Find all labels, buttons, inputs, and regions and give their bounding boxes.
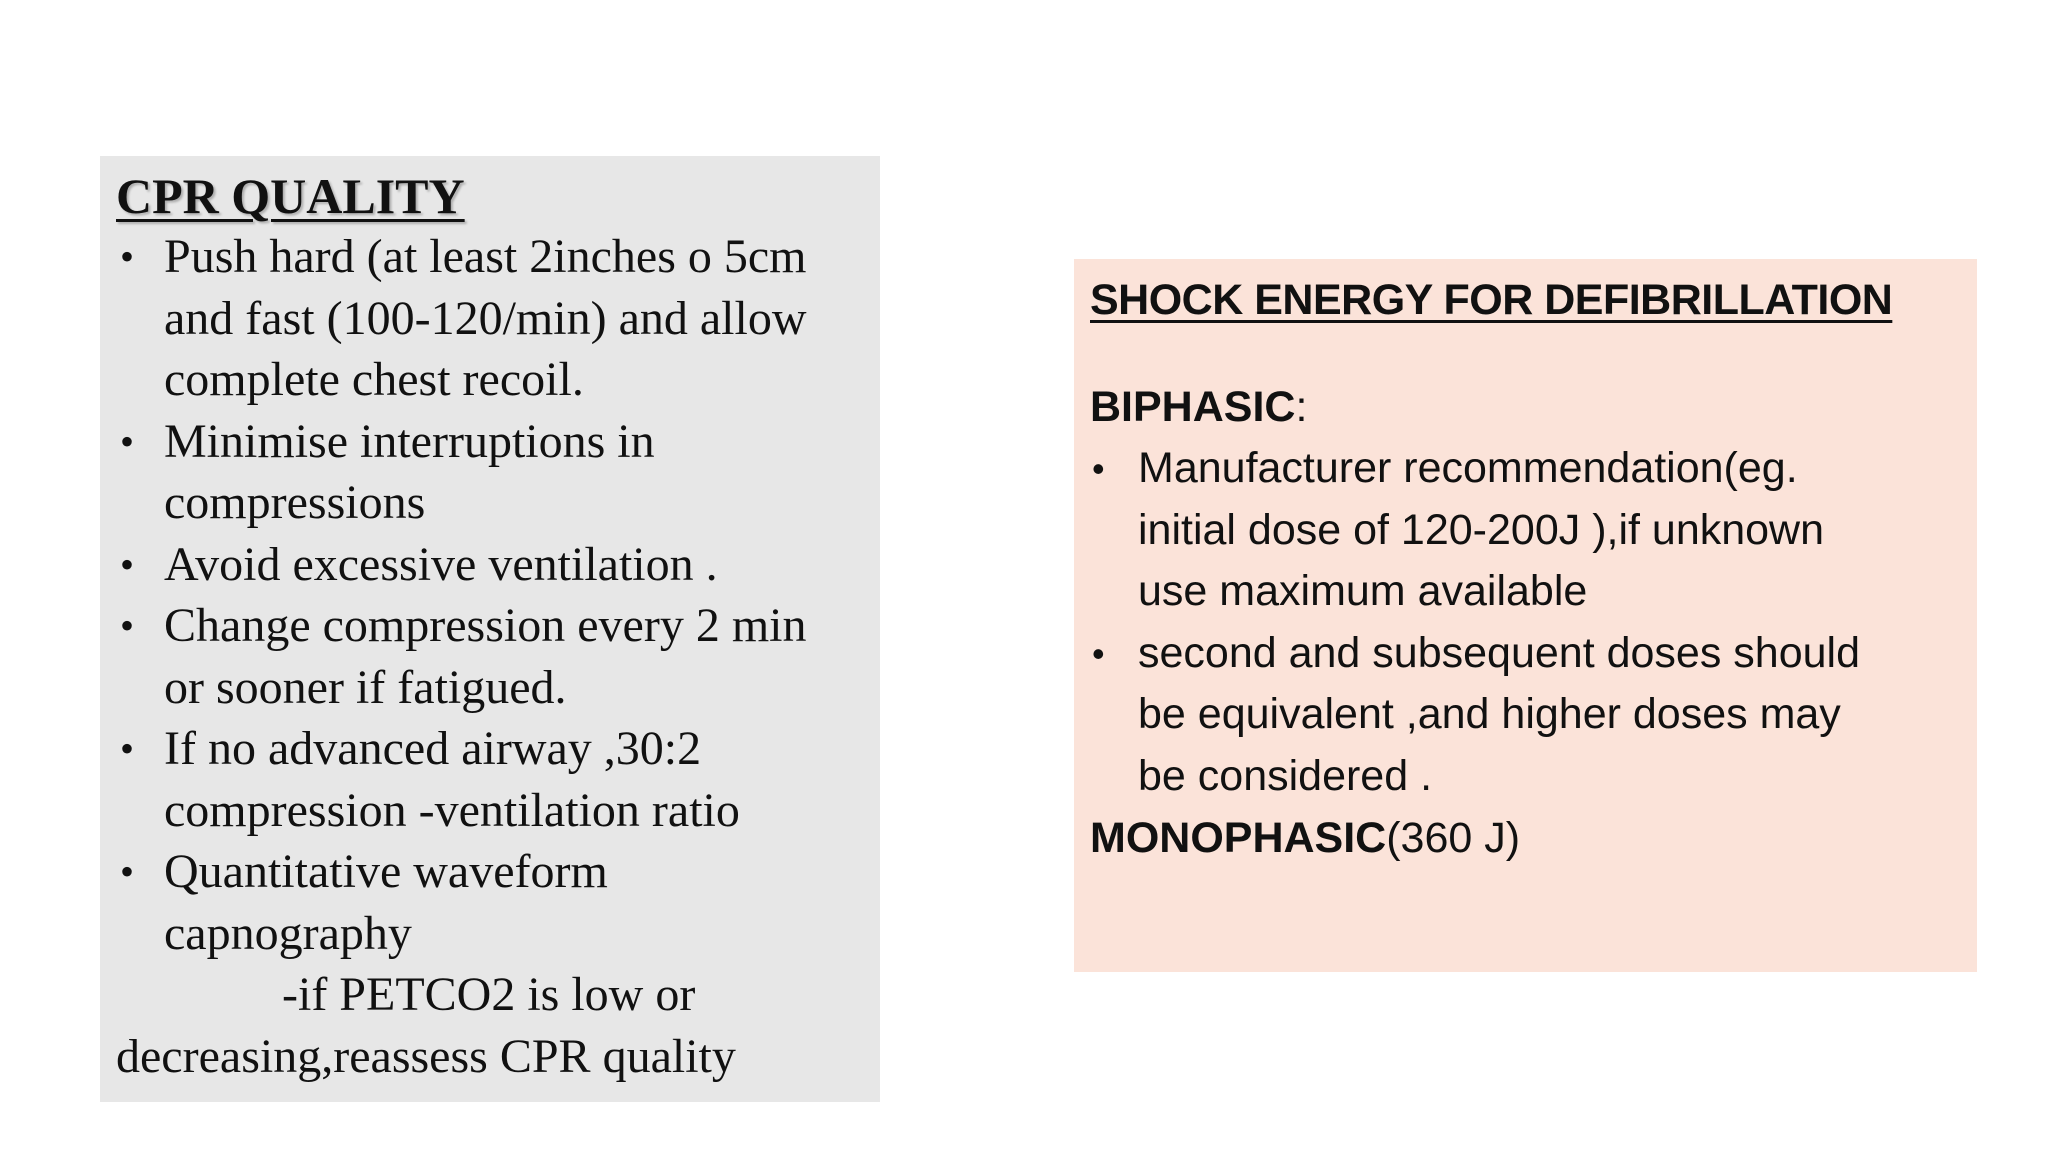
- bullet-icon: •: [120, 603, 135, 648]
- bullet-icon: •: [120, 541, 135, 587]
- list-item: • second and subsequent doses should be equivalent ,and higher doses may be considered .: [1090, 623, 1961, 808]
- list-item: • Avoid excessive ventilation .: [116, 534, 864, 596]
- biphasic-heading: [1090, 376, 1961, 438]
- cpr-quality-list: [116, 226, 864, 964]
- list-item: • Minimise interruptions in compressions: [116, 411, 864, 534]
- list-item: • Change compression every 2 min or sooner if fatigued.: [116, 595, 864, 718]
- list-item: • Quantitative waveform capnography: [116, 841, 864, 964]
- monophasic-line: [1090, 807, 1961, 869]
- bullet-icon: •: [120, 418, 135, 464]
- shock-energy-panel: [1074, 259, 1977, 972]
- petco2-note: [116, 964, 864, 1087]
- list-item: • Manufacturer recommendation(eg. initial dose of 120-200J ),if unknown use maximum available: [1090, 438, 1961, 623]
- list-item: • If no advanced airway ,30:2 compression -ventilation ratio: [116, 718, 864, 841]
- cpr-quality-title: CPR QUALITY: [116, 168, 465, 224]
- bullet-icon: •: [120, 849, 135, 894]
- petco2-note-line2: decreasing,reassess CPR quality: [116, 1029, 736, 1083]
- bullet-icon: •: [120, 234, 135, 279]
- spacer: [1090, 331, 1961, 376]
- petco2-note-line1: -if PETCO2 is low or: [282, 968, 696, 1021]
- bullet-icon: •: [1092, 448, 1105, 489]
- monophasic-label: MONOPHASIC: [1090, 814, 1387, 862]
- cpr-quality-panel: [100, 156, 880, 1102]
- shock-energy-title: SHOCK ENERGY FOR DEFIBRILLATION: [1090, 276, 1893, 324]
- bullet-icon: •: [1092, 632, 1105, 674]
- biphasic-label: BIPHASIC: [1090, 383, 1296, 431]
- biphasic-suffix: :: [1295, 383, 1308, 431]
- list-item: • Push hard (at least 2inches o 5cm and fast (100-120/min) and allow complete chest recoil.: [116, 226, 864, 411]
- bullet-icon: •: [120, 726, 135, 771]
- monophasic-value: (360 J): [1386, 814, 1521, 862]
- biphasic-list: [1090, 438, 1961, 807]
